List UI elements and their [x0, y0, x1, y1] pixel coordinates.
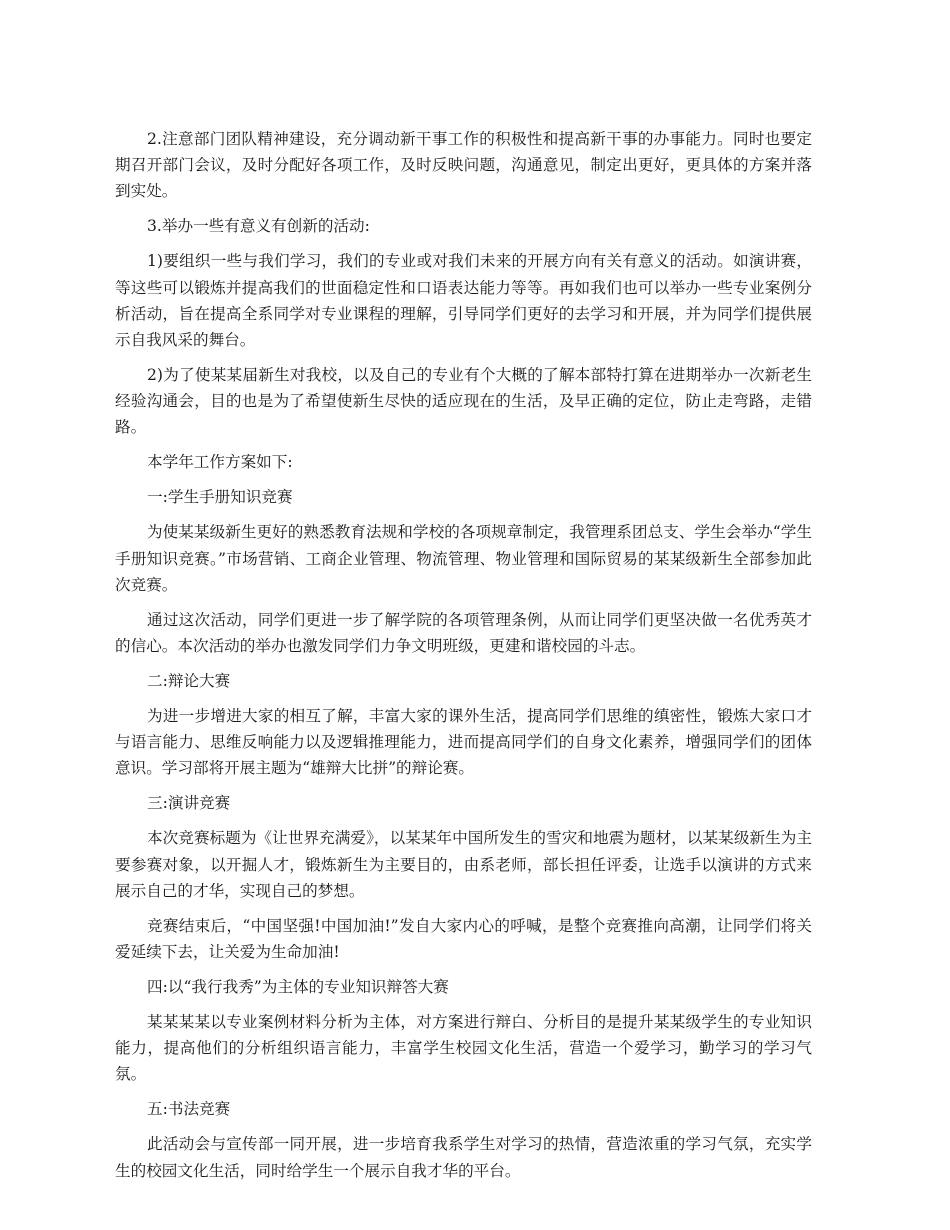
paragraph-speech: 本次竞赛标题为《让世界充满爱》，以某某年中国所发生的雪灾和地震为题材，以某某级新生为主要参赛对象，以开掘人才，锻炼新生为主要目的，由系老师，部长担任评委，让选手以演讲的方式来展示自己的才华，实现自己的梦想。	[115, 829, 812, 900]
paragraph-debate: 为进一步增进大家的相互了解，丰富大家的课外生活，提高同学们思维的缜密性，锻炼大家口才与语言能力、思维反响能力以及逻辑推理能力，进而提高同学们的自身文化素养，增强同学们的团体意识。学习部将开展主题为“雄辩大比拼”的辩论赛。	[115, 707, 812, 778]
paragraph-activity-2: 2)为了使某某届新生对我校，以及自己的专业有个大概的了解本部特打算在进期举办一次新老生经验沟通会，目的也是为了希望使新生尽快的适应现在的生活，及早正确的定位，防止走弯路，走错路。	[115, 366, 812, 437]
paragraph-calligraphy: 此活动会与宣传部一同开展，进一步培育我系学生对学习的热情，营造浓重的学习气氛，充实学生的校园文化生活，同时给学生一个展示自我才华的平台。	[115, 1135, 812, 1180]
paragraph-activities-heading: 3.举办一些有意义有创新的活动:	[147, 217, 370, 236]
section-heading-knowledge-contest: 四:以“我行我秀”为主体的专业知识辩答大赛	[147, 978, 449, 997]
paragraph-handbook-contest: 为使某某级新生更好的熟悉教育法规和学校的各项规章制定，我管理系团总支、学生会举办“学生手册知识竞赛。”市场营销、工商企业管理、物流管理、物业管理和国际贸易的某某级新生全部参加此次竞赛。	[115, 523, 812, 594]
document-body	[115, 126, 812, 1193]
section-heading-speech: 三:演讲竞赛	[147, 794, 231, 813]
paragraph-speech-outcome: 竞赛结束后，“中国坚强!中国加油!”发自大家内心的呼喊，是整个竞赛推向高潮，让同学们将关爱延续下去，让关爱为生命加油!	[115, 916, 812, 962]
paragraph-knowledge-contest: 某某某某以专业案例材料分析为主体，对方案进行辩白、分析目的是提升某某级学生的专业知识能力，提高他们的分析组织语言能力，丰富学生校园文化生活，营造一个爱学习，勤学习的学习气氛。	[115, 1013, 812, 1084]
paragraph-activity-1: 1)要组织一些与我们学习，我们的专业或对我们未来的开展方向有关有意义的活动。如演讲赛，等这些可以锻炼并提高我们的世面稳定性和口语表达能力等等。再如我们也可以举办一些专业案例分析活动，旨在提高全系同学对专业课程的理解，引导同学们更好的去学习和开展，并为同学们提供展示自我风采的舞台。	[115, 252, 812, 350]
section-heading-calligraphy: 五:书法竞赛	[147, 1100, 231, 1119]
section-heading-handbook-contest: 一:学生手册知识竞赛	[147, 488, 293, 507]
paragraph-teamwork: 2.注意部门团队精神建设，充分调动新干事工作的积极性和提高新干事的办事能力。同时也要定期召开部门会议，及时分配好各项工作，及时反映问题，沟通意见，制定出更好，更具体的方案并落到实处。	[115, 130, 812, 201]
section-heading-debate: 二:辩论大赛	[147, 672, 231, 691]
paragraph-handbook-outcome: 通过这次活动，同学们更进一步了解学院的各项管理条例，从而让同学们更坚决做一名优秀英才的信心。本次活动的举办也激发同学们力争文明班级，更建和谐校园的斗志。	[115, 610, 812, 656]
paragraph-plan-heading: 本学年工作方案如下:	[147, 453, 293, 472]
